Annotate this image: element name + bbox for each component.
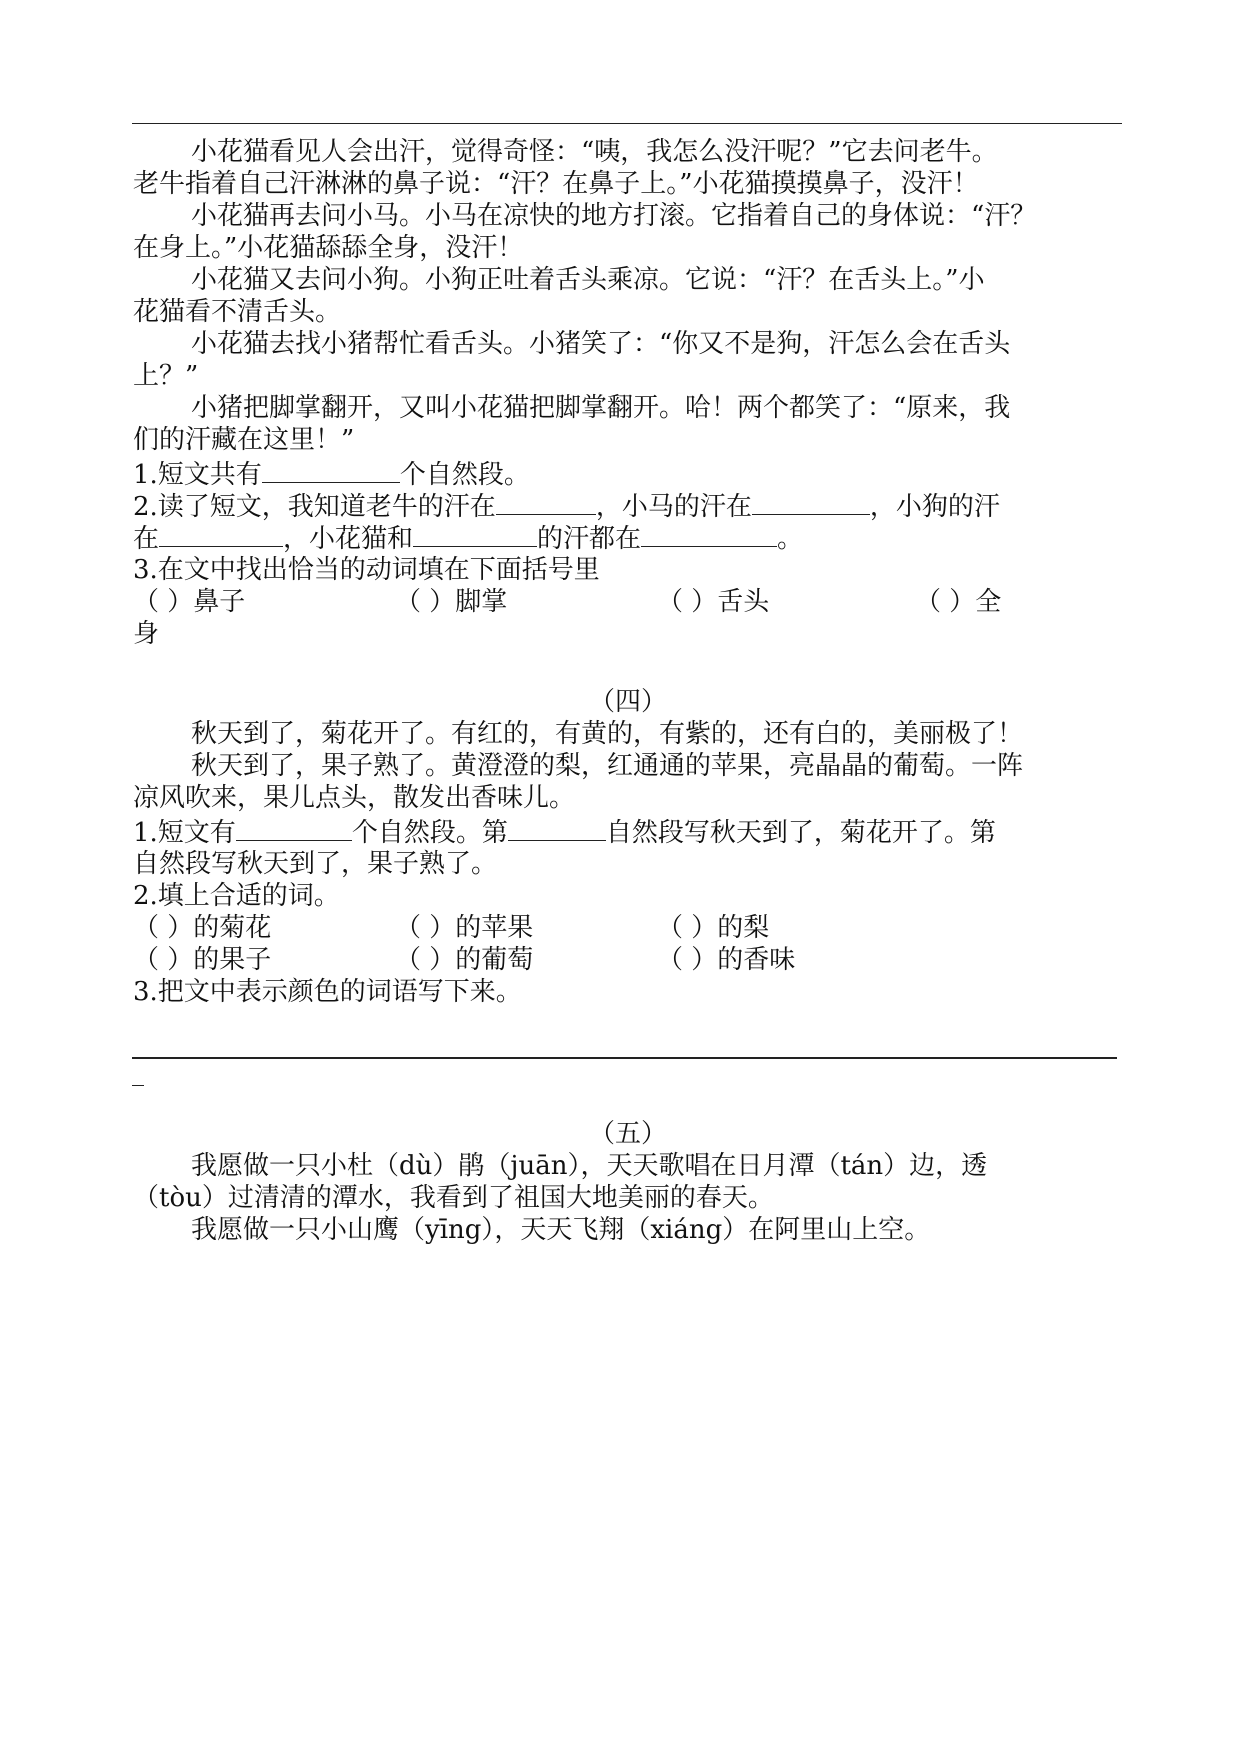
question-text: 。 (777, 524, 804, 554)
answer-blank[interactable] (496, 490, 596, 515)
verb-fill-item[interactable]: （ ）舌头 (657, 587, 770, 617)
story4-question-2-row-2 (133, 944, 1123, 976)
answer-blank[interactable] (262, 458, 400, 483)
story4-question-3: 3.把文中表示颜色的词语写下来。 (133, 977, 522, 1007)
story3-paragraph-5-line-2: 们的汗藏在这里！” (133, 425, 355, 455)
verb-fill-item[interactable]: （ ）全 (915, 587, 1002, 617)
story4-paragraph-1: 秋天到了，菊花开了。有红的，有黄的，有紫的，还有白的，美丽极了！ (191, 719, 1024, 749)
story3-paragraph-3-line-2: 花猫看不清舌头。 (133, 297, 342, 327)
story3-paragraph-5-line-1: 小猪把脚掌翻开，又叫小花猫把脚掌翻开。哈！两个都笑了：“原来，我 (191, 393, 1011, 423)
question-text: 个自然段。 (399, 460, 530, 490)
question-text: 2.读了短文，我知道老牛的汗在 (133, 492, 496, 522)
word-fill-item[interactable]: （ ）的果子 (133, 945, 272, 975)
top-rule (132, 123, 1122, 124)
story5-paragraph-1-line-2: （tòu）过清清的潭水，我看到了祖国大地美丽的春天。 (133, 1183, 774, 1213)
story4-question-1-line-1 (133, 816, 1123, 849)
answer-blank[interactable] (236, 816, 352, 841)
answer-blank[interactable] (641, 522, 777, 547)
verb-fill-item[interactable]: （ ）鼻子 (133, 587, 246, 617)
story3-question-3: 3.在文中找出恰当的动词填在下面括号里 (133, 555, 600, 585)
story3-question-3-items (133, 586, 1123, 618)
answer-blank[interactable] (752, 490, 870, 515)
question-text: 个自然段。第 (351, 818, 508, 848)
story3-question-2-line-1 (133, 490, 1123, 523)
story3-paragraph-4-line-1: 小花猫去找小猪帮忙看舌头。小猪笑了：“你又不是狗，汗怎么会在舌头 (191, 329, 1011, 359)
story4-paragraph-2-line-1: 秋天到了，果子熟了。黄澄澄的梨，红通通的苹果，亮晶晶的葡萄。一阵 (191, 751, 1024, 781)
story5-paragraph-2: 我愿做一只小山鹰（yīng），天天飞翔（xiáng）在阿里山上空。 (191, 1215, 931, 1245)
word-fill-item[interactable]: （ ）的香味 (657, 945, 796, 975)
section-heading-5: （五） (588, 1119, 667, 1149)
story3-paragraph-2-line-2: 在身上。”小花猫舔舔全身，没汗！ (133, 233, 524, 263)
question-text: 的汗都在 (537, 524, 642, 554)
story5-paragraph-1-line-1: 我愿做一只小杜（dù）鹃（juān），天天歌唱在日月潭（tán）边，透 (191, 1151, 988, 1181)
story3-question-2-line-2 (133, 522, 1123, 555)
word-fill-item[interactable]: （ ）的葡萄 (395, 945, 534, 975)
question-text: 1.短文有 (133, 818, 236, 848)
answer-blank[interactable] (159, 522, 283, 547)
question-text: ，小狗的汗 (869, 492, 1000, 522)
story4-paragraph-2-line-2: 凉风吹来，果儿点头，散发出香味儿。 (133, 783, 576, 813)
answer-line[interactable] (132, 1057, 1117, 1059)
story3-question-1 (133, 458, 1123, 491)
story3-paragraph-2-line-1: 小花猫再去问小马。小马在凉快的地方打滚。它指着自己的身体说：“汗？ (191, 201, 1037, 231)
answer-blank[interactable] (413, 522, 537, 547)
word-fill-item[interactable]: （ ）的菊花 (133, 913, 272, 943)
question-text: ，小花猫和 (283, 524, 414, 554)
question-text: ，小马的汗在 (595, 492, 752, 522)
story3-paragraph-1-line-2: 老牛指着自己汗淋淋的鼻子说：“汗？在鼻子上。”小花猫摸摸鼻子，没汗！ (133, 169, 979, 199)
word-fill-item[interactable]: （ ）的梨 (657, 913, 770, 943)
answer-line-continuation (132, 1085, 144, 1086)
verb-fill-item[interactable]: （ ）脚掌 (395, 587, 508, 617)
question-text: 1.短文共有 (133, 460, 262, 490)
question-text: 自然段写秋天到了，菊花开了。第 (605, 818, 996, 848)
story3-paragraph-3-line-1: 小花猫又去问小狗。小狗正吐着舌头乘凉。它说：“汗？在舌头上。”小 (191, 265, 985, 295)
story4-question-1-line-2: 自然段写秋天到了，果子熟了。 (133, 849, 498, 879)
story4-question-2: 2.填上合适的词。 (133, 881, 340, 911)
word-fill-item[interactable]: （ ）的苹果 (395, 913, 534, 943)
story3-question-3-tail: 身 (133, 619, 160, 649)
question-text: 在 (133, 524, 160, 554)
story3-paragraph-1-line-1: 小花猫看见人会出汗，觉得奇怪：“咦，我怎么没汗呢？”它去问老牛。 (191, 137, 998, 167)
section-heading-4: （四） (588, 687, 667, 717)
story4-question-2-row-1 (133, 912, 1123, 944)
answer-blank[interactable] (508, 816, 606, 841)
story3-paragraph-4-line-2: 上？” (133, 361, 199, 391)
